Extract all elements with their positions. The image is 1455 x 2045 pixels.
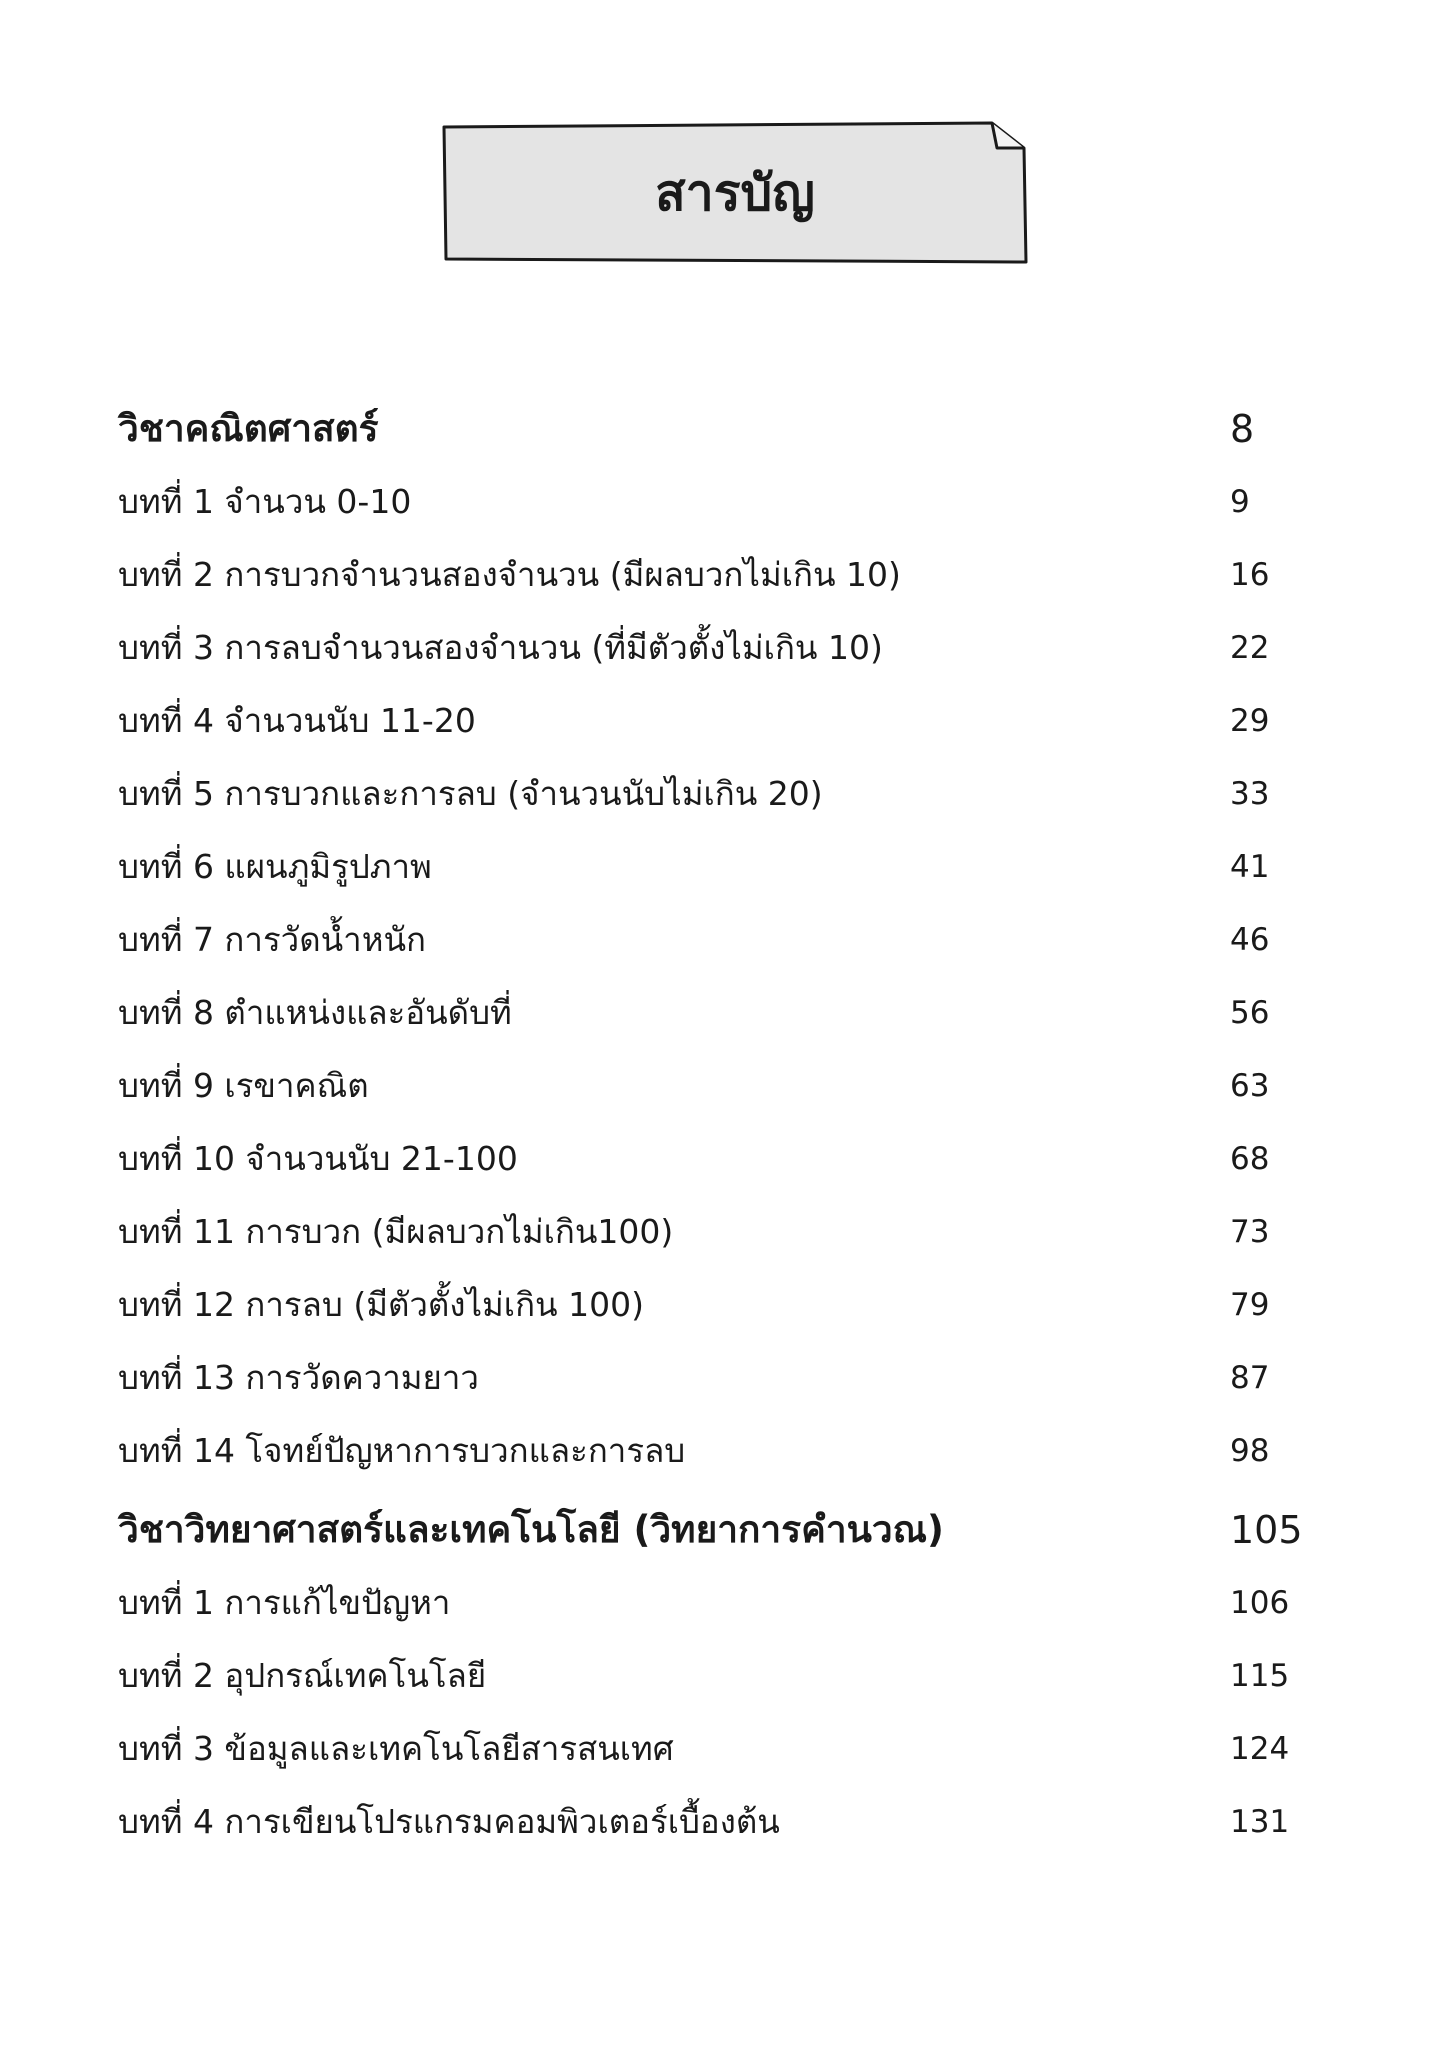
chapter-page-number: 124 bbox=[1230, 1730, 1290, 1767]
chapter-title: บทที่ 7 การวัดน้ำหนัก bbox=[118, 920, 427, 959]
section-header[interactable] bbox=[118, 1493, 1308, 1566]
chapter-page-number: 22 bbox=[1230, 629, 1270, 666]
chapter-page-number: 79 bbox=[1230, 1286, 1270, 1323]
chapter-page-number: 33 bbox=[1230, 775, 1270, 812]
chapter-page-number: 131 bbox=[1230, 1803, 1290, 1840]
table-of-contents bbox=[118, 392, 1308, 1858]
chapter-page-number: 73 bbox=[1230, 1213, 1270, 1250]
section-page-number: 105 bbox=[1230, 1507, 1303, 1552]
chapter-page-number: 9 bbox=[1230, 483, 1250, 520]
chapter-page-number: 41 bbox=[1230, 848, 1270, 885]
toc-chapter-item[interactable] bbox=[118, 1268, 1308, 1341]
toc-chapter-item[interactable] bbox=[118, 465, 1308, 538]
toc-chapter-item[interactable] bbox=[118, 684, 1308, 757]
chapter-page-number: 98 bbox=[1230, 1432, 1270, 1469]
chapter-title: บทที่ 11 การบวก (มีผลบวกไม่เกิน100) bbox=[118, 1212, 674, 1251]
toc-chapter-item[interactable] bbox=[118, 1049, 1308, 1122]
toc-chapter-item[interactable] bbox=[118, 538, 1308, 611]
title-banner bbox=[440, 118, 1030, 268]
chapter-page-number: 63 bbox=[1230, 1067, 1270, 1104]
toc-chapter-item[interactable] bbox=[118, 611, 1308, 684]
chapter-page-number: 46 bbox=[1230, 921, 1270, 958]
toc-chapter-item[interactable] bbox=[118, 1122, 1308, 1195]
chapter-title: บทที่ 5 การบวกและการลบ (จำนวนนับไม่เกิน 20) bbox=[118, 774, 823, 813]
chapter-title: บทที่ 1 จำนวน 0-10 bbox=[118, 482, 412, 521]
chapter-title: บทที่ 8 ตำแหน่งและอันดับที่ bbox=[118, 993, 512, 1032]
toc-chapter-item[interactable] bbox=[118, 1195, 1308, 1268]
chapter-page-number: 16 bbox=[1230, 556, 1270, 593]
chapter-page-number: 115 bbox=[1230, 1657, 1290, 1694]
toc-chapter-item[interactable] bbox=[118, 1341, 1308, 1414]
chapter-page-number: 56 bbox=[1230, 994, 1270, 1031]
toc-chapter-item[interactable] bbox=[118, 1414, 1308, 1487]
chapter-title: บทที่ 3 การลบจำนวนสองจำนวน (ที่มีตัวตั้งไม่เกิน 10) bbox=[118, 628, 883, 667]
chapter-page-number: 87 bbox=[1230, 1359, 1270, 1396]
chapter-title: บทที่ 2 การบวกจำนวนสองจำนวน (มีผลบวกไม่เกิน 10) bbox=[118, 555, 901, 594]
section-title: วิชาคณิตศาสตร์ bbox=[118, 407, 379, 450]
section-header[interactable] bbox=[118, 392, 1308, 465]
toc-chapter-item[interactable] bbox=[118, 1785, 1308, 1858]
toc-chapter-item[interactable] bbox=[118, 757, 1308, 830]
chapter-title: บทที่ 12 การลบ (มีตัวตั้งไม่เกิน 100) bbox=[118, 1285, 644, 1324]
chapter-title: บทที่ 13 การวัดความยาว bbox=[118, 1358, 479, 1397]
chapter-title: บทที่ 3 ข้อมูลและเทคโนโลยีสารสนเทศ bbox=[118, 1729, 674, 1768]
chapter-title: บทที่ 1 การแก้ไขปัญหา bbox=[118, 1583, 451, 1622]
chapter-title: บทที่ 9 เรขาคณิต bbox=[118, 1066, 369, 1105]
chapter-page-number: 29 bbox=[1230, 702, 1270, 739]
toc-chapter-item[interactable] bbox=[118, 903, 1308, 976]
toc-chapter-item[interactable] bbox=[118, 830, 1308, 903]
section-title: วิชาวิทยาศาสตร์และเทคโนโลยี (วิทยาการคำนวณ) bbox=[118, 1508, 944, 1551]
chapter-title: บทที่ 6 แผนภูมิรูปภาพ bbox=[118, 847, 432, 886]
chapter-title: บทที่ 4 จำนวนนับ 11-20 bbox=[118, 701, 476, 740]
chapter-page-number: 106 bbox=[1230, 1584, 1290, 1621]
chapter-title: บทที่ 14 โจทย์ปัญหาการบวกและการลบ bbox=[118, 1431, 686, 1470]
chapter-title: บทที่ 4 การเขียนโปรแกรมคอมพิวเตอร์เบื้องต้น bbox=[118, 1802, 780, 1841]
toc-chapter-item[interactable] bbox=[118, 1639, 1308, 1712]
section-page-number: 8 bbox=[1230, 406, 1255, 451]
toc-chapter-item[interactable] bbox=[118, 1712, 1308, 1785]
toc-chapter-item[interactable] bbox=[118, 976, 1308, 1049]
chapter-title: บทที่ 10 จำนวนนับ 21-100 bbox=[118, 1139, 518, 1178]
chapter-page-number: 68 bbox=[1230, 1140, 1270, 1177]
page-title: สารบัญ bbox=[655, 163, 815, 222]
chapter-title: บทที่ 2 อุปกรณ์เทคโนโลยี bbox=[118, 1656, 487, 1695]
toc-chapter-item[interactable] bbox=[118, 1566, 1308, 1639]
